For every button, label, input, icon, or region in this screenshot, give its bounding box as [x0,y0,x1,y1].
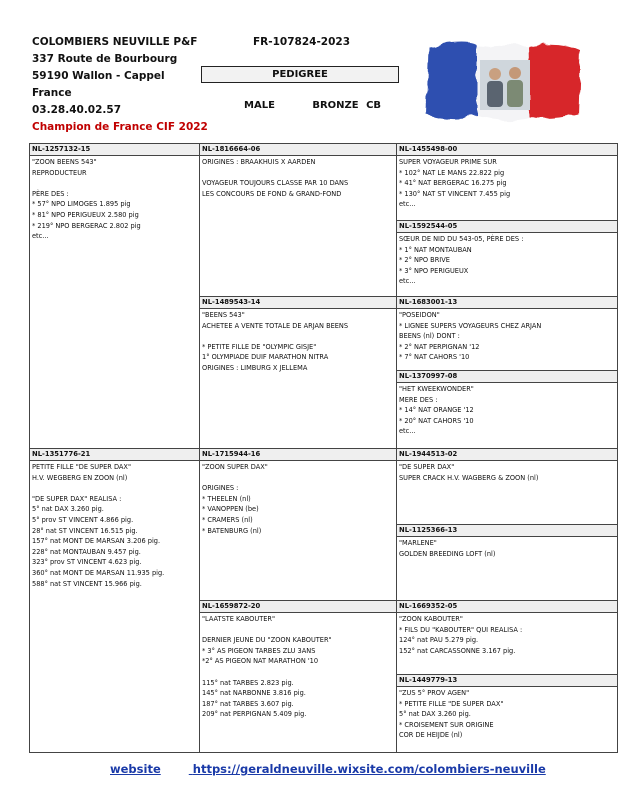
note-line: SUPER VOYAGEUR PRIME SUR [399,158,497,166]
sire-dam-cell [200,297,397,449]
note-line: VOYAGEUR TOUJOURS CLASSE PAR 10 DANS [202,179,349,188]
note-line: 124° nat PAU 5.279 pig. [399,636,479,645]
owner-address [32,34,208,136]
note-line: 360° nat MONT DE MARSAN 11.935 pig. [32,568,165,577]
dam-sire-cell [200,449,397,601]
note-line: "ZUS 5° PROV AGEN" [399,689,470,697]
ddd-notes [397,687,617,742]
note-line: * 130° NAT ST VINCENT 7.455 pig [399,189,511,198]
sire-notes [30,156,199,243]
sire-sire-cell [200,144,397,297]
note-line: * 1° NAT MONTAUBAN [399,245,472,254]
website-label: website [110,762,161,776]
sd-notes [200,309,396,375]
ds-notes [200,461,396,537]
note-line: 228° nat MONTAUBAN 9.457 pig. [32,547,141,556]
note-line: 5° nat DAX 3.260 pig. [399,710,471,719]
sd-ring: NL-1489543-14 [200,297,396,309]
dam-dam-cell [200,601,397,753]
note-line: * CROISEMENT SUR ORIGINE [399,720,494,729]
ssd-ring: NL-1592544-05 [397,221,617,233]
note-line: * 20° NAT CAHORS '10 [399,416,474,425]
note-line: "ZOON SUPER DAX" [202,463,268,471]
note-line: "POSEIDON" [399,311,440,319]
note-line: SŒUR DE NID DU 543-05, PÈRE DES : [399,235,524,243]
note-line: etc... [399,200,416,209]
note-line: * 14° NAT ORANGE '12 [399,406,474,415]
note-line: "BEENS 543" [202,311,245,319]
dsd-ring: NL-1125366-13 [397,525,617,537]
dsd-notes [397,537,617,560]
note-line: ORIGINES : BRAAKHUIS X AARDEN [202,158,316,166]
note-line: "DE SUPER DAX" REALISA : [32,494,122,503]
sire-ring: NL-1257132-15 [30,144,199,156]
dss-ring: NL-1944513-02 [397,449,617,461]
owner-country: France [32,87,72,99]
dam-ring: NL-1351776-21 [30,449,199,461]
note-line: * CRAMERS (nl) [202,515,253,524]
note-line: 115° nat TARBES 2.823 pig. [202,678,294,687]
sss-cell [397,144,618,221]
ssd-notes [397,233,617,288]
note-line: * BATENBURG (nl) [202,526,262,535]
note-line: * 219° NPO BERGERAC 2.802 pig [32,221,141,230]
note-line: BEENS (nl) DONT : [399,332,460,341]
bird-ring-number: FR-107824-2023 [253,36,351,48]
note-line: 209° nat PERPIGNAN 5.409 pig. [202,710,307,719]
note-line: ORIGINES : [202,484,239,493]
dd-ring: NL-1659872-20 [200,601,396,613]
note-line: "LAATSTE KABOUTER" [202,615,276,623]
note-line: MERE DES : [399,395,438,404]
note-line: * PETITE FILLE "DE SUPER DAX" [399,699,504,708]
note-line: * THEELEN (nl) [202,494,251,503]
ssd-cell [397,221,618,297]
dss-cell [397,449,618,525]
sss-notes [397,156,617,211]
note-line: etc... [399,427,416,436]
note-line: * VANOPPEN (be) [202,505,259,514]
note-line: "ZOON KABOUTER" [399,615,463,623]
note-line: "HET KWEEKWONDER" [399,385,474,393]
dds-cell [397,601,618,675]
note-line: * 3° NPO PERIGUEUX [399,266,469,275]
dds-notes [397,613,617,657]
note-line: LES CONCOURS DE FOND & GRAND-FOND [202,189,342,198]
dd-notes [200,613,396,721]
note-line: COR DE HEIJDE (nl) [399,731,463,740]
dam-cell [30,449,200,753]
owner-street: 337 Route de Bourbourg [32,53,178,65]
note-line: * 57° NPO LIMOGES 1.895 pig [32,200,131,209]
bird-color: BRONZE CB [312,100,382,111]
note-line: * 2° NAT PERPIGNAN '12 [399,342,480,351]
sds-notes [397,309,617,364]
dam-notes [30,461,199,590]
dsd-cell [397,525,618,601]
note-line [202,667,394,678]
website-link[interactable]: https://geraldneuville.wixsite.com/colombiers-neuville [192,762,546,776]
note-line: 28° nat ST VINCENT 16.515 pig. [32,526,138,535]
note-line: ORIGINES : LIMBURG X JELLEMA [202,363,308,372]
ss-notes [200,156,396,200]
note-line: PÈRE DES : [32,189,69,198]
note-line: * 81° NPO PERIGUEUX 2.580 pig [32,210,139,219]
note-line: GOLDEN BREEDING LOFT (nl) [399,549,496,558]
note-line: "MARLENE" [399,539,437,547]
note-line: 145° nat NARBONNE 3.816 pig. [202,689,306,698]
note-line: 157° nat MONT DE MARSAN 3.206 pig. [32,537,161,546]
sss-ring: NL-1455498-00 [397,144,617,156]
owner-city: 59190 Wallon - Cappel [32,70,165,82]
note-line: * FILS DU "KABOUTER" QUI REALISA : [399,625,523,634]
note-line: * 2° NPO BRIVE [399,256,450,265]
sdd-cell [397,371,618,449]
note-line [202,331,394,342]
owner-phone: 03.28.40.02.57 [32,104,122,116]
note-line: 323° prov ST VINCENT 4.623 pig. [32,558,142,567]
footer-website [110,762,546,776]
note-line: *2° AS PIGEON NAT MARATHON '10 [202,657,319,666]
ddd-cell [397,675,618,753]
note-line: 588° nat ST VINCENT 15.966 pig. [32,579,142,588]
note-line: REPRODUCTEUR [32,168,87,177]
bird-sex: MALE [244,100,275,111]
dds-ring: NL-1669352-05 [397,601,617,613]
note-line: 1° OLYMPIADE DUIF MARATHON NITRA [202,353,329,362]
sdd-notes [397,383,617,438]
owners-photo [480,60,530,110]
note-line [32,178,197,189]
sire-cell [30,144,200,449]
note-line: PETITE FILLE "DE SUPER DAX" [32,463,131,471]
note-line: * 3° AS PIGEON TARBES ZLU 3ANS [202,646,316,655]
note-line: "ZOON BEENS 543" [32,158,97,166]
note-line [202,473,394,484]
pedigree-title: PEDIGREE [201,66,399,83]
dss-notes [397,461,617,484]
note-line: 5° prov ST VINCENT 4.866 pig. [32,515,134,524]
note-line [202,625,394,636]
owner-name: COLOMBIERS NEUVILLE P&F [32,36,198,48]
note-line: * 7° NAT CAHORS '10 [399,353,470,362]
ss-ring: NL-1816664-06 [200,144,396,156]
note-line [32,483,197,494]
bird-sex-color [244,97,381,114]
note-line: * LIGNEE SUPERS VOYAGEURS CHEZ ARJAN [399,321,542,330]
note-line: ACHETEE A VENTE TOTALE DE ARJAN BEENS [202,321,349,330]
note-line: DERNIER JEUNE DU "ZOON KABOUTER" [202,636,332,645]
ddd-ring: NL-1449779-13 [397,675,617,687]
ds-ring: NL-1715944-16 [200,449,396,461]
note-line [202,168,394,179]
note-line: etc... [399,277,416,286]
sds-ring: NL-1683001-13 [397,297,617,309]
note-line: * PETITE FILLE DE "OLYMPIC GISJE" [202,342,317,351]
pedigree-table [29,143,618,753]
note-line: "DE SUPER DAX" [399,463,455,471]
note-line: * 41° NAT BERGERAC 16.275 pig [399,179,507,188]
note-line: 187° nat TARBES 3.607 pig. [202,699,294,708]
note-line: etc... [32,232,49,241]
note-line: 152° nat CARCASSONNE 3.167 pig. [399,646,516,655]
note-line: 5° nat DAX 3.260 pig. [32,505,104,514]
note-line: * 102° NAT LE MANS 22.822 pig [399,168,505,177]
note-line: H.V. WEGBERG EN ZOON (nl) [32,473,128,482]
note-line: SUPER CRACK H.V. WAGBERG & ZOON (nl) [399,473,539,482]
sdd-ring: NL-1370997-08 [397,371,617,383]
french-flag-photo [418,38,586,123]
sds-cell [397,297,618,371]
champion-title: Champion de France CIF 2022 [32,121,208,133]
